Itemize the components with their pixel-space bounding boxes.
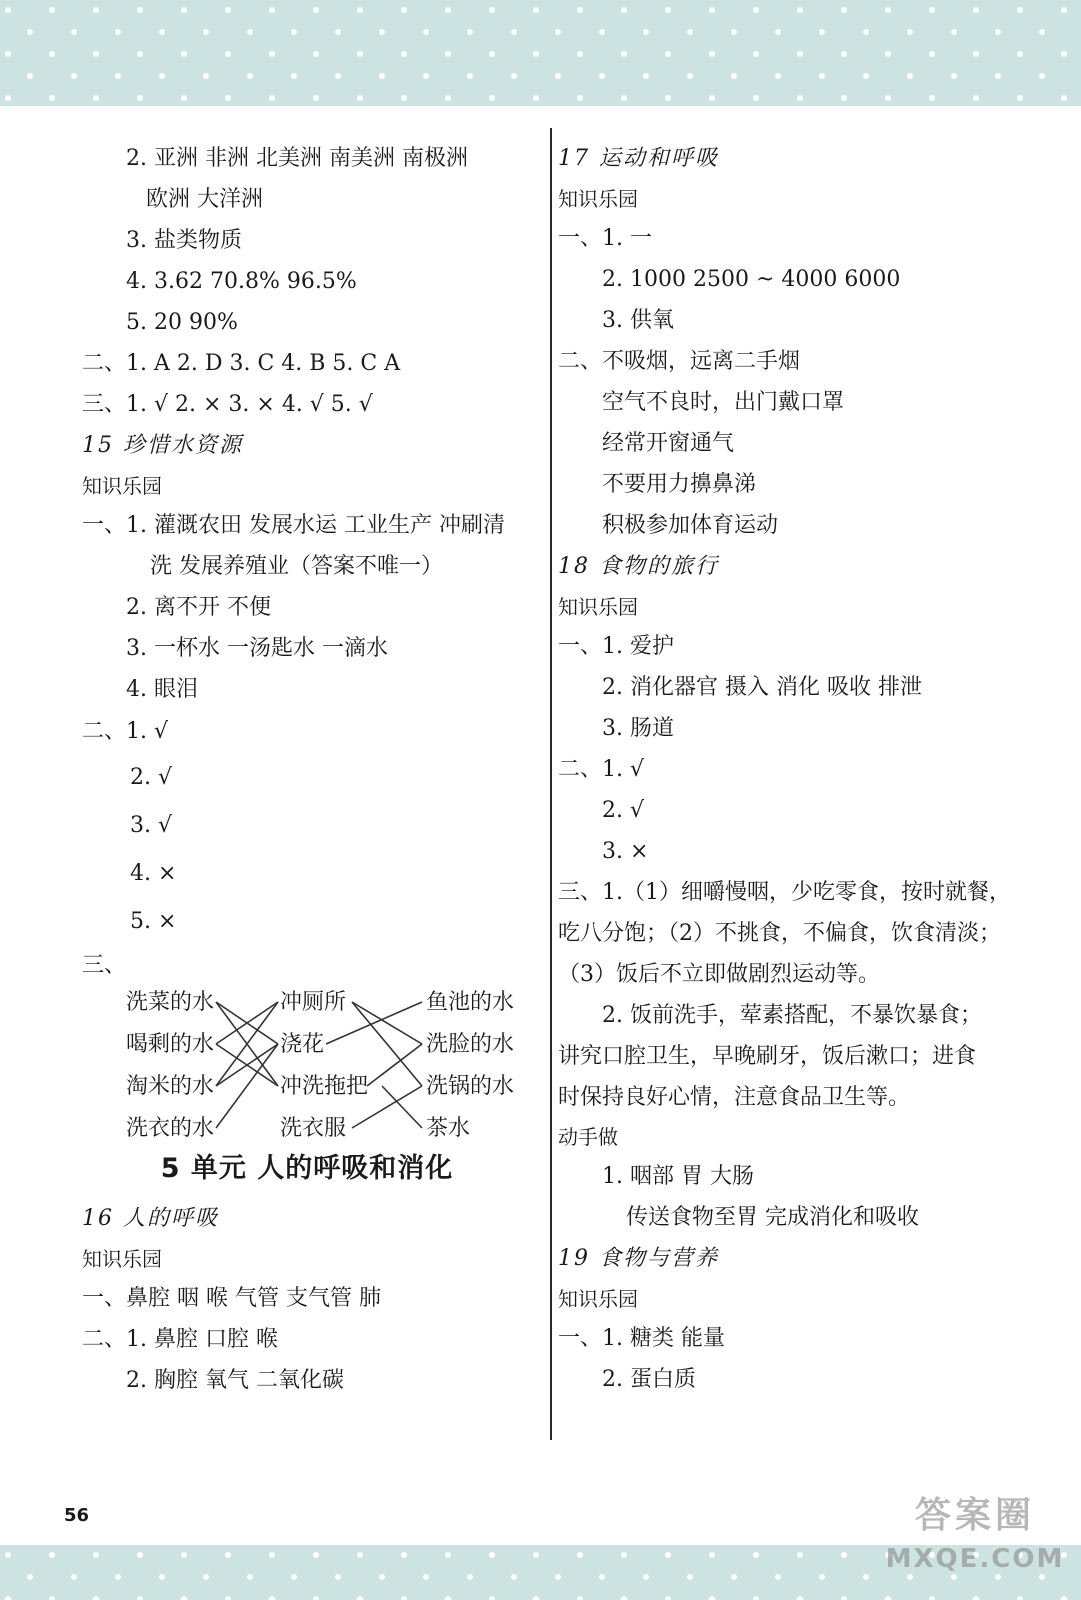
lesson-19-title: 19 食物与营养 (558, 1246, 719, 1271)
decorative-dot (863, 29, 869, 35)
match-right-item: 洗脸的水 (426, 1032, 515, 1057)
decorative-dot (885, 7, 891, 13)
decorative-dot (687, 29, 693, 35)
decorative-dot (577, 1552, 583, 1558)
decorative-dot (379, 73, 385, 79)
answer-line: 吃八分饱；（2）不挑食，不偏食，饮食清淡； (558, 921, 1001, 946)
decorative-dot (929, 7, 935, 13)
unit-5-title: 5 单元 人的呼吸和消化 (160, 1153, 454, 1184)
decorative-dot (709, 7, 715, 13)
answer-line: 一、1. 灌溉农田 发展水运 工业生产 冲刷清 (82, 513, 505, 538)
decorative-dot (247, 73, 253, 79)
decorative-dot (49, 95, 55, 101)
decorative-dot (467, 1574, 473, 1580)
decorative-dot (357, 7, 363, 13)
decorative-dot (929, 51, 935, 57)
decorative-dot (401, 1596, 407, 1600)
decorative-dot (247, 29, 253, 35)
decorative-dot (335, 1574, 341, 1580)
decorative-dot (687, 1574, 693, 1580)
decorative-dot (1039, 29, 1045, 35)
decorative-dot (643, 29, 649, 35)
decorative-dot (599, 1574, 605, 1580)
answer-line: 二、1. A 2. D 3. C 4. B 5. C A (82, 351, 401, 376)
decorative-dot (665, 1596, 671, 1600)
match-right-item: 洗锅的水 (426, 1074, 515, 1099)
decorative-dot (49, 1552, 55, 1558)
decorative-dot (27, 1574, 33, 1580)
decorative-dot (5, 51, 11, 57)
decorative-dot (5, 1552, 11, 1558)
decorative-dot (533, 7, 539, 13)
decorative-dot (49, 51, 55, 57)
decorative-dot (335, 73, 341, 79)
decorative-dot (885, 95, 891, 101)
answer-line: 一、鼻腔 咽 喉 气管 支气管 肺 (82, 1286, 381, 1311)
decorative-dot (423, 29, 429, 35)
decorative-dot (995, 29, 1001, 35)
decorative-dot (819, 29, 825, 35)
decorative-dot (203, 73, 209, 79)
decorative-dot (93, 95, 99, 101)
answer-line: 2. 1000 2500 ~ 4000 6000 (602, 267, 901, 292)
answer-line: 4. 3.62 70.8% 96.5% (126, 269, 357, 294)
decorative-dot (489, 7, 495, 13)
decorative-dot (907, 29, 913, 35)
decorative-dot (203, 1574, 209, 1580)
right-column (558, 138, 1028, 1400)
decorative-dot (137, 51, 143, 57)
decorative-dot (203, 29, 209, 35)
match-left-item: 喝剩的水 (126, 1032, 215, 1057)
decorative-dot (93, 7, 99, 13)
decorative-dot (621, 1552, 627, 1558)
decorative-dot (423, 1574, 429, 1580)
decorative-dot (533, 51, 539, 57)
decorative-dot (797, 95, 803, 101)
match-left-item: 洗菜的水 (126, 990, 215, 1015)
match-mid-item: 冲洗拖把 (280, 1074, 369, 1099)
decorative-dot (753, 1552, 759, 1558)
decorative-dot (555, 73, 561, 79)
lesson-16-title: 16 人的呼吸 (82, 1206, 219, 1231)
answer-line: 积极参加体育运动 (602, 513, 779, 538)
decorative-dot (907, 73, 913, 79)
decorative-dot (401, 51, 407, 57)
section-label: 知识乐园 (558, 1287, 638, 1311)
decorative-dot (1061, 1596, 1067, 1600)
decorative-dot (445, 7, 451, 13)
decorative-dot (621, 51, 627, 57)
answer-line: 2. 蛋白质 (602, 1367, 696, 1392)
decorative-dot (577, 51, 583, 57)
decorative-dot (489, 1596, 495, 1600)
dot-pattern-top (0, 0, 1081, 106)
answer-line: 3. 供氧 (602, 308, 674, 333)
decorative-dot (269, 1596, 275, 1600)
decorative-dot (951, 73, 957, 79)
column-divider (550, 128, 552, 1440)
decorative-dot (533, 1552, 539, 1558)
decorative-dot (181, 51, 187, 57)
decorative-dot (973, 1596, 979, 1600)
decorative-dot (445, 51, 451, 57)
decorative-dot (71, 1574, 77, 1580)
section-label: 知识乐园 (82, 1247, 162, 1271)
decorative-dot (819, 73, 825, 79)
decorative-dot (797, 1596, 803, 1600)
answer-line: 二、1. √ (82, 719, 169, 744)
section-label: 知识乐园 (82, 474, 162, 498)
decorative-dot (467, 73, 473, 79)
decorative-dot (841, 1596, 847, 1600)
answer-line: 二、不吸烟，远离二手烟 (558, 349, 801, 374)
answer-line: 2. 亚洲 非洲 北美洲 南美洲 南极洲 (126, 146, 468, 171)
decorative-dot (445, 1552, 451, 1558)
page-number: 56 (64, 1505, 90, 1526)
decorative-dot (93, 51, 99, 57)
decorative-dot (291, 73, 297, 79)
section-label: 知识乐园 (558, 187, 638, 211)
decorative-dot (49, 1596, 55, 1600)
decorative-dot (357, 1552, 363, 1558)
answer-line: 不要用力擤鼻涕 (602, 472, 757, 497)
answer-line: 一、1. 一 (558, 226, 652, 251)
decorative-dot (863, 73, 869, 79)
section-label: 知识乐园 (558, 595, 638, 619)
lesson-15-title: 15 珍惜水资源 (82, 433, 243, 458)
decorative-dot (643, 1574, 649, 1580)
decorative-dot (489, 51, 495, 57)
decorative-dot (115, 1574, 121, 1580)
decorative-dot (93, 1596, 99, 1600)
decorative-dot (709, 1552, 715, 1558)
answer-line: 讲究口腔卫生，早晚刷牙，饭后漱口；进食 (558, 1044, 977, 1069)
decorative-dot (841, 1552, 847, 1558)
decorative-dot (577, 95, 583, 101)
match-right-item: 茶水 (426, 1116, 471, 1141)
decorative-dot (401, 7, 407, 13)
decorative-dot (753, 51, 759, 57)
answer-line: 2. 消化器官 摄入 消化 吸收 排泄 (602, 675, 922, 700)
answer-line: 洗 发展养殖业（答案不唯一） (150, 554, 443, 579)
decorative-dot (71, 73, 77, 79)
decorative-dot (181, 7, 187, 13)
decorative-dot (995, 73, 1001, 79)
decorative-dot (27, 73, 33, 79)
decorative-dot (555, 29, 561, 35)
decorative-dot (533, 95, 539, 101)
decorative-dot (599, 29, 605, 35)
decorative-dot (225, 51, 231, 57)
answer-line: 4. × (130, 861, 177, 886)
decorative-dot (269, 7, 275, 13)
decorative-dot (313, 1596, 319, 1600)
decorative-dot (929, 1596, 935, 1600)
decorative-dot (665, 95, 671, 101)
decorative-dot (951, 29, 957, 35)
decorative-dot (643, 73, 649, 79)
decorative-dot (5, 1596, 11, 1600)
decorative-dot (181, 1596, 187, 1600)
decorative-dot (665, 51, 671, 57)
decorative-dot (49, 7, 55, 13)
decorative-dot (159, 1574, 165, 1580)
decorative-dot (137, 7, 143, 13)
decorative-dot (775, 29, 781, 35)
decorative-dot (357, 95, 363, 101)
watermark-url: MXQE.COM (885, 1544, 1065, 1574)
decorative-dot (401, 95, 407, 101)
decorative-dot (225, 7, 231, 13)
decorative-dot (379, 29, 385, 35)
decorative-dot (27, 29, 33, 35)
decorative-dot (1061, 51, 1067, 57)
answer-line: 3. 一杯水 一汤匙水 一滴水 (126, 636, 388, 661)
decorative-dot (1061, 7, 1067, 13)
decorative-dot (137, 1596, 143, 1600)
decorative-dot (511, 29, 517, 35)
decorative-dot (753, 7, 759, 13)
decorative-dot (687, 73, 693, 79)
handson-label: 动手做 (558, 1125, 618, 1149)
decorative-dot (797, 1552, 803, 1558)
decorative-dot (1039, 73, 1045, 79)
top-decorative-band (0, 0, 1081, 106)
decorative-dot (709, 51, 715, 57)
decorative-dot (247, 1574, 253, 1580)
matching-diagram (82, 990, 532, 1140)
decorative-dot (181, 1552, 187, 1558)
decorative-dot (313, 1552, 319, 1558)
decorative-dot (841, 7, 847, 13)
decorative-dot (599, 73, 605, 79)
match-left-item: 淘米的水 (126, 1074, 215, 1099)
decorative-dot (775, 1574, 781, 1580)
decorative-dot (379, 1574, 385, 1580)
decorative-dot (115, 29, 121, 35)
decorative-dot (93, 1552, 99, 1558)
decorative-dot (357, 51, 363, 57)
match-left-item: 洗衣的水 (126, 1116, 215, 1141)
answer-line: （3）饭后不立即做剧烈运动等。 (558, 962, 880, 987)
answer-line: 三、 (82, 953, 127, 978)
decorative-dot (731, 1574, 737, 1580)
answer-line: 2. √ (602, 798, 645, 823)
decorative-dot (489, 95, 495, 101)
decorative-dot (841, 95, 847, 101)
watermark-logo (880, 1490, 1070, 1590)
decorative-dot (577, 7, 583, 13)
decorative-dot (159, 73, 165, 79)
answer-line: 2. 饭前洗手，荤素搭配，不暴饮暴食； (602, 1003, 982, 1028)
decorative-dot (225, 1596, 231, 1600)
match-right-item: 鱼池的水 (426, 990, 515, 1015)
decorative-dot (269, 1552, 275, 1558)
decorative-dot (1017, 7, 1023, 13)
decorative-dot (621, 7, 627, 13)
answer-line: 二、1. 鼻腔 口腔 喉 (82, 1327, 278, 1352)
answer-line: 一、1. 糖类 能量 (558, 1326, 725, 1351)
answer-line: 3. × (602, 839, 649, 864)
decorative-dot (819, 1574, 825, 1580)
decorative-dot (423, 73, 429, 79)
answer-line: 三、1.（1）细嚼慢咽，少吃零食，按时就餐， (558, 880, 1011, 905)
decorative-dot (973, 7, 979, 13)
decorative-dot (489, 1552, 495, 1558)
decorative-dot (511, 1574, 517, 1580)
decorative-dot (929, 95, 935, 101)
decorative-dot (137, 95, 143, 101)
answer-line: 3. √ (130, 813, 173, 838)
answer-line: 1. 咽部 胃 大肠 (602, 1164, 754, 1189)
decorative-dot (555, 1574, 561, 1580)
match-mid-item: 浇花 (280, 1032, 325, 1057)
answer-line: 2. 胸腔 氧气 二氧化碳 (126, 1368, 344, 1393)
decorative-dot (533, 1596, 539, 1600)
lesson-17-title: 17 运动和呼吸 (558, 146, 719, 171)
match-mid-item: 冲厕所 (280, 990, 347, 1015)
decorative-dot (753, 95, 759, 101)
answer-line: 三、1. √ 2. × 3. × 4. √ 5. √ (82, 392, 373, 417)
decorative-dot (159, 29, 165, 35)
decorative-dot (291, 1574, 297, 1580)
watermark-text: 答案圈 (914, 1495, 1035, 1536)
decorative-dot (445, 95, 451, 101)
decorative-dot (357, 1596, 363, 1600)
answer-line: 传送食物至胃 完成消化和吸收 (626, 1205, 919, 1230)
decorative-dot (885, 51, 891, 57)
decorative-dot (973, 51, 979, 57)
decorative-dot (797, 51, 803, 57)
decorative-dot (71, 29, 77, 35)
decorative-dot (269, 51, 275, 57)
decorative-dot (269, 95, 275, 101)
decorative-dot (863, 1574, 869, 1580)
decorative-dot (753, 1596, 759, 1600)
decorative-dot (665, 7, 671, 13)
decorative-dot (709, 95, 715, 101)
decorative-dot (621, 1596, 627, 1600)
decorative-dot (225, 1552, 231, 1558)
left-column (82, 138, 532, 1401)
decorative-dot (181, 95, 187, 101)
answer-line: 5. 20 90% (126, 310, 238, 335)
decorative-dot (665, 1552, 671, 1558)
decorative-dot (577, 1596, 583, 1600)
answer-line: 时保持良好心情，注意食品卫生等。 (558, 1085, 911, 1110)
answer-line: 2. 离不开 不便 (126, 595, 271, 620)
decorative-dot (313, 51, 319, 57)
answer-line: 空气不良时，出门戴口罩 (602, 390, 845, 415)
answer-line: 2. √ (130, 765, 173, 790)
decorative-dot (885, 1596, 891, 1600)
decorative-dot (313, 95, 319, 101)
decorative-dot (401, 1552, 407, 1558)
answer-line: 5. × (130, 909, 177, 934)
decorative-dot (775, 73, 781, 79)
decorative-dot (1017, 1596, 1023, 1600)
decorative-dot (797, 7, 803, 13)
decorative-dot (1017, 51, 1023, 57)
decorative-dot (511, 73, 517, 79)
decorative-dot (731, 29, 737, 35)
decorative-dot (709, 1596, 715, 1600)
decorative-dot (467, 29, 473, 35)
match-mid-item: 洗衣服 (280, 1116, 347, 1141)
decorative-dot (5, 95, 11, 101)
decorative-dot (445, 1596, 451, 1600)
decorative-dot (5, 7, 11, 13)
decorative-dot (841, 51, 847, 57)
answer-line: 4. 眼泪 (126, 677, 198, 702)
decorative-dot (335, 29, 341, 35)
answer-line: 二、1. √ (558, 757, 645, 782)
answer-line: 经常开窗通气 (602, 431, 735, 456)
decorative-dot (291, 29, 297, 35)
answer-line: 欧洲 大洋洲 (146, 187, 263, 212)
decorative-dot (1017, 95, 1023, 101)
decorative-dot (137, 1552, 143, 1558)
decorative-dot (225, 95, 231, 101)
decorative-dot (621, 95, 627, 101)
decorative-dot (973, 95, 979, 101)
decorative-dot (115, 73, 121, 79)
answer-line: 3. 肠道 (602, 716, 674, 741)
decorative-dot (731, 73, 737, 79)
decorative-dot (1061, 95, 1067, 101)
answer-line: 3. 盐类物质 (126, 228, 242, 253)
lesson-18-title: 18 食物的旅行 (558, 554, 719, 579)
answer-line: 一、1. 爱护 (558, 634, 674, 659)
decorative-dot (313, 7, 319, 13)
